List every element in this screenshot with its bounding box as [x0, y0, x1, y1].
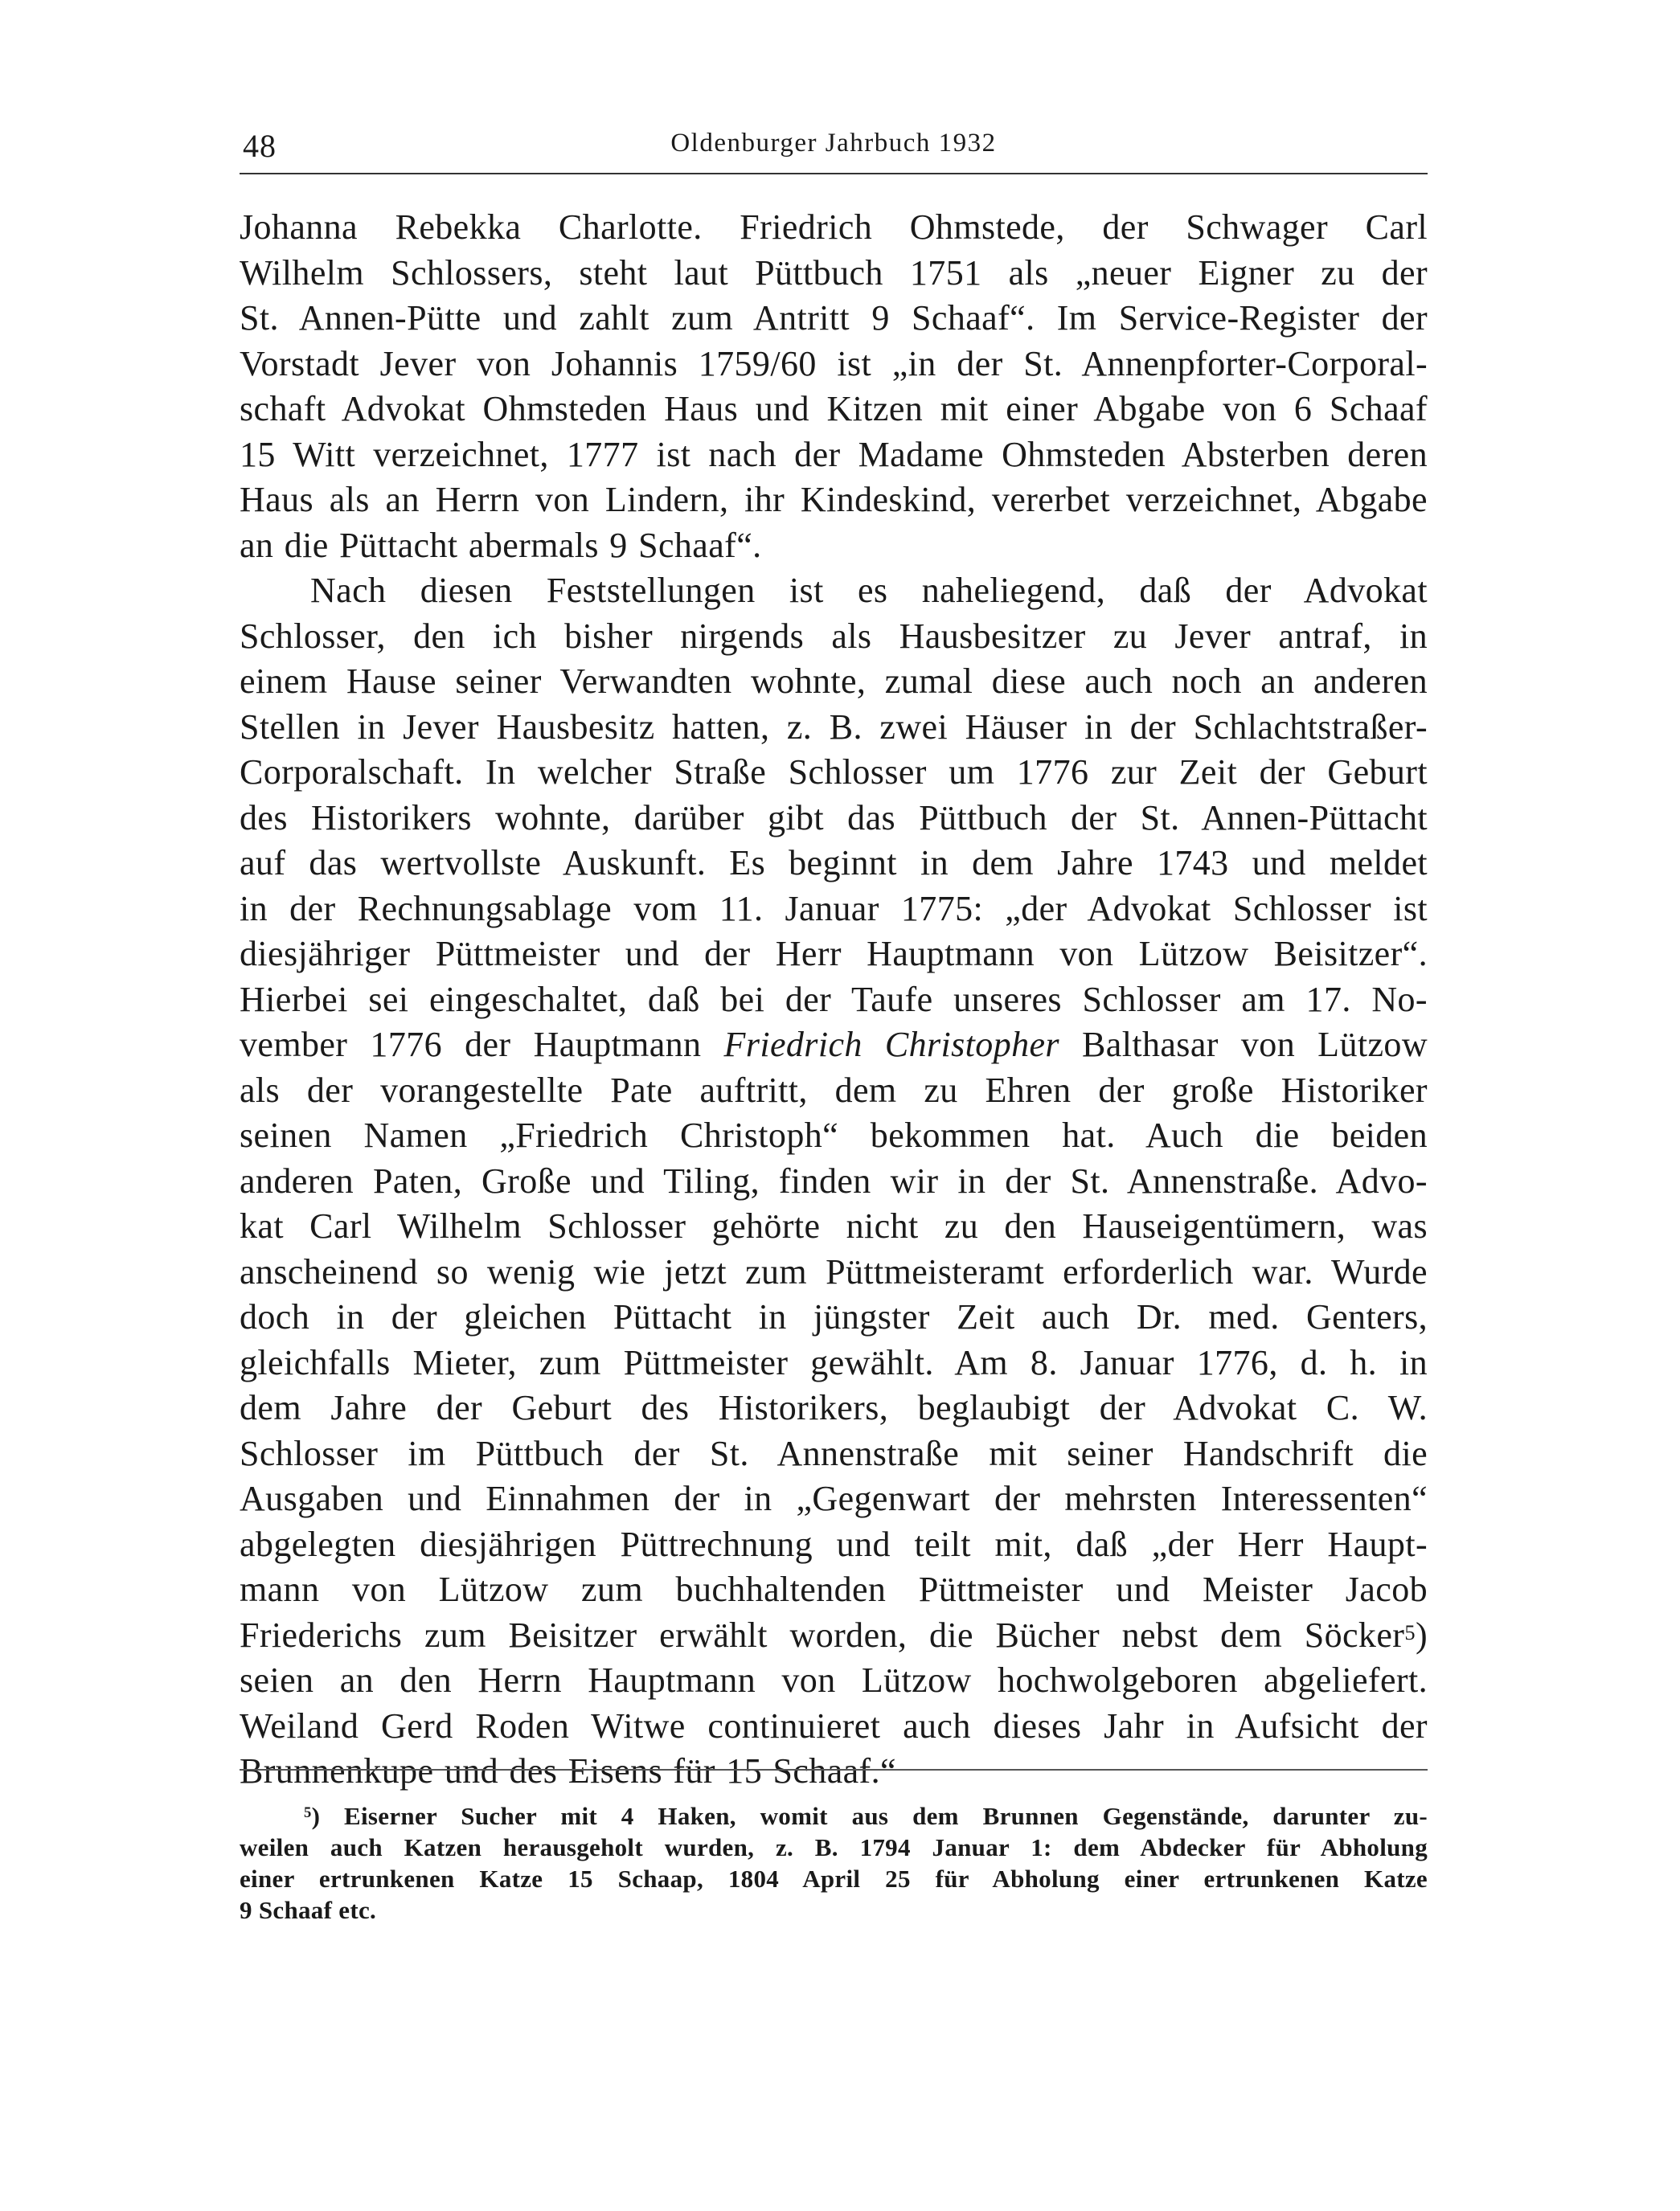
text-line: schaft Advokat Ohmsteden Haus und Kitzen mit einer Abgabe von 6 Schaaf — [240, 389, 1428, 428]
running-title: Oldenburger Jahrbuch 1932 — [670, 129, 997, 158]
text-line: 15 Witt verzeichnet, 1777 ist nach der Madame Ohmsteden Absterben deren — [240, 434, 1428, 474]
footnote-line: 9 Schaaf etc. — [240, 1896, 377, 1924]
text-line: Vorstadt Jever von Johannis 1759/60 ist „in der St. Annenpforter-Corporal- — [240, 343, 1428, 383]
footnote-line: einer ertrunkenen Katze 15 Schaap, 1804 April 25 für Abholung einer ertrunkenen Katze — [240, 1865, 1428, 1893]
footnote-line: weilen auch Katzen herausgeholt wurden, z. B. 1794 Januar 1: dem Abdecker für Abholung — [240, 1833, 1428, 1861]
text-fragment: vember 1776 der Hauptmann — [240, 1025, 724, 1064]
text-line: anderen Paten, Große und Tiling, finden wir in der St. Annenstraße. Advo- — [240, 1161, 1428, 1201]
footnote-marker: 5 — [304, 1804, 312, 1821]
footnote-marker-paren: ) — [311, 1802, 321, 1830]
text-fragment: Friederichs zum Beisitzer erwählt worden, die Bücher nebst dem Söcker — [240, 1615, 1405, 1655]
text-line: doch in der gleichen Püttacht in jüngster Zeit auch Dr. med. Genters, — [240, 1297, 1428, 1337]
text-line: des Historikers wohnte, darüber gibt das Püttbuch der St. Annen-Püttacht — [240, 797, 1428, 837]
italic-name: Friedrich Christopher — [723, 1025, 1059, 1064]
paragraph-2 — [240, 568, 1428, 1795]
text-line: St. Annen-Pütte und zahlt zum Antritt 9 Schaaf“. Im Service-Register der — [240, 298, 1428, 338]
text-line: auf das wertvollste Auskunft. Es beginnt in dem Jahre 1743 und meldet — [240, 843, 1428, 882]
text-line: mann von Lützow zum buchhaltenden Püttmeister und Meister Jacob — [240, 1570, 1428, 1609]
text-line: Haus als an Herrn von Lindern, ihr Kindeskind, vererbet verzeichnet, Abgabe — [240, 480, 1428, 519]
text-line: gleichfalls Mieter, zum Püttmeister gewählt. Am 8. Januar 1776, d. h. in — [240, 1342, 1428, 1382]
footnote-line — [240, 1800, 1428, 1832]
footnote-reference: 5 — [1404, 1619, 1416, 1644]
text-line: kat Carl Wilhelm Schlosser gehörte nicht zu den Hauseigentümern, was — [240, 1206, 1428, 1246]
text-line: in der Rechnungsablage vom 11. Januar 1775: „der Advokat Schlosser ist — [240, 888, 1428, 928]
text-line: Schlosser, den ich bisher nirgends als Hausbesitzer zu Jever antraf, in — [240, 616, 1428, 656]
text-line: Weiland Gerd Roden Witwe continuieret auch dieses Jahr in Aufsicht der — [240, 1705, 1428, 1746]
paragraph-1 — [240, 205, 1428, 568]
footnote-text: Eiserner Sucher mit 4 Haken, womit aus dem Brunnen Gegenstände, darunter zu- — [320, 1802, 1428, 1830]
text-line: diesjähriger Püttmeister und der Herr Hauptmann von Lützow Beisitzer“. — [240, 934, 1428, 973]
text-line — [240, 1022, 1428, 1068]
footnote-rule — [240, 1769, 1428, 1771]
main-text — [240, 205, 1428, 1795]
text-line: Stellen in Jever Hausbesitz hatten, z. B. zwei Häuser in der Schlachtstraßer- — [240, 706, 1428, 747]
text-line: Brunnenkupe und des Eisens für 15 Schaaf.“ — [240, 1751, 896, 1791]
text-line: an die Püttacht abermals 9 Schaaf“. — [240, 525, 762, 565]
text-line: Wilhelm Schlossers, steht laut Püttbuch 1751 als „neuer Eigner zu der — [240, 252, 1428, 293]
text-line: Johanna Rebekka Charlotte. Friedrich Ohmstede, der Schwager Carl — [240, 207, 1428, 247]
text-fragment: Balthasar von Lützow — [1059, 1025, 1428, 1064]
text-line: anscheinend so wenig wie jetzt zum Püttmeisteramt erforderlich war. Wurde — [240, 1251, 1428, 1292]
text-line: Hierbei sei eingeschaltet, daß bei der Taufe unseres Schlosser am 17. No- — [240, 979, 1428, 1019]
footnotes — [240, 1800, 1428, 1926]
text-line: Schlosser im Püttbuch der St. Annenstraße mit seiner Handschrift die — [240, 1433, 1428, 1473]
text-line: dem Jahre der Geburt des Historikers, beglaubigt der Advokat C. W. — [240, 1388, 1428, 1427]
text-line: Corporalschaft. In welcher Straße Schlosser um 1776 zur Zeit der Geburt — [240, 752, 1428, 792]
header-rule — [240, 173, 1428, 174]
page-header — [240, 121, 1428, 169]
text-line: einem Hause seiner Verwandten wohnte, zumal diese auch noch an anderen — [240, 661, 1428, 701]
text-line: seinen Namen „Friedrich Christoph“ bekommen hat. Auch die beiden — [240, 1116, 1428, 1155]
text-line: abgelegten diesjährigen Püttrechnung und teilt mit, daß „der Herr Haupt- — [240, 1524, 1428, 1564]
text-line: Nach diesen Feststellungen ist es naheliegend, daß der Advokat — [310, 571, 1428, 610]
page-number: 48 — [243, 128, 277, 164]
text-line — [240, 1613, 1428, 1659]
text-line: Ausgaben und Einnahmen der in „Gegenwart der mehrsten Interessenten“ — [240, 1479, 1428, 1518]
text-line: als der vorangestellte Pate auftritt, dem zu Ehren der große Historiker — [240, 1070, 1428, 1110]
text-fragment: ) — [1415, 1615, 1428, 1655]
text-line: seien an den Herrn Hauptmann von Lützow hochwolgeboren abgeliefert. — [240, 1660, 1428, 1700]
